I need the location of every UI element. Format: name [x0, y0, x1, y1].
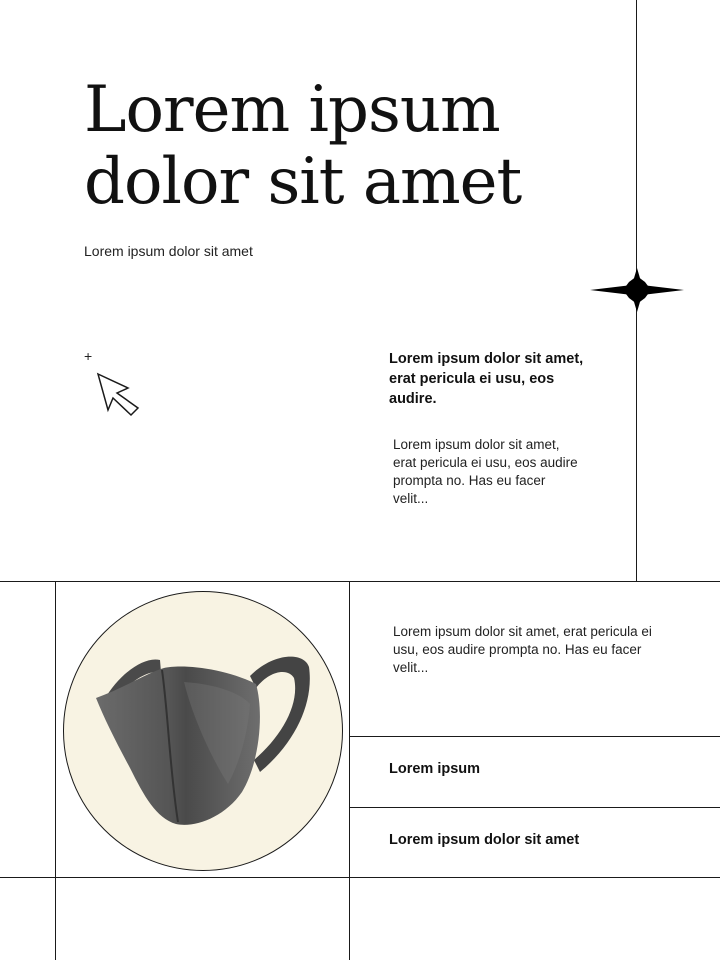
four-point-star-icon [590, 268, 684, 317]
page-title [84, 74, 521, 218]
horizontal-divider-row2 [349, 807, 720, 808]
title-line-1: Lorem ipsum [84, 73, 500, 147]
row-label-1: Lorem ipsum [389, 761, 481, 777]
title-line-2: dolor sit amet [84, 145, 522, 219]
subtitle: Lorem ipsum dolor sit amet [84, 243, 253, 259]
face-mask-image [64, 592, 342, 870]
vertical-divider-left [55, 582, 56, 960]
horizontal-divider-middle [0, 581, 720, 582]
horizontal-divider-row1 [349, 736, 720, 737]
plus-icon: + [84, 348, 93, 364]
product-image-circle [63, 591, 343, 871]
body-paragraph-1: Lorem ipsum dolor sit amet, erat pericula ei usu, eos audire prompta no. Has eu facer velit... [393, 437, 578, 506]
vertical-divider-center [349, 582, 350, 960]
highlight-paragraph: Lorem ipsum dolor sit amet, erat pericula ei usu, eos audire. [389, 351, 584, 407]
cursor-arrow-icon [96, 372, 142, 423]
horizontal-divider-bottom [0, 877, 720, 878]
row-label-2: Lorem ipsum dolor sit amet [389, 832, 580, 848]
body-paragraph-2: Lorem ipsum dolor sit amet, erat pericula ei usu, eos audire prompta no. Has eu facer velit... [393, 624, 652, 675]
